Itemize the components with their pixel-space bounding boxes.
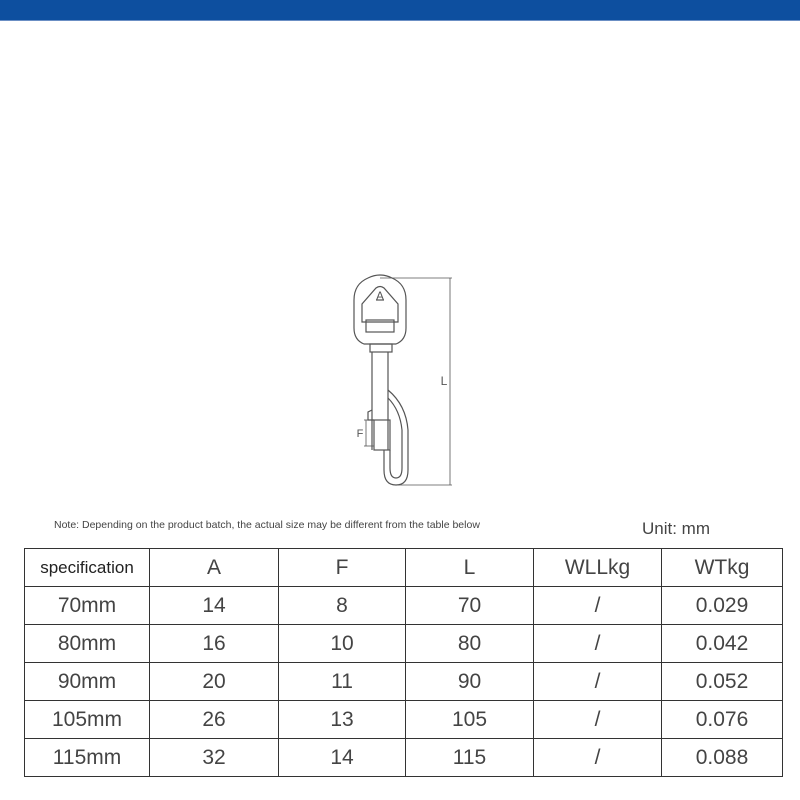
table-cell: 80 — [406, 625, 534, 663]
table-cell: / — [534, 625, 662, 663]
table-cell: 0.052 — [662, 663, 783, 701]
snap-hook-diagram — [340, 270, 470, 500]
header-cell: specification — [25, 549, 150, 587]
table-row — [25, 663, 783, 701]
header-cell: WTkg — [662, 549, 783, 587]
table-cell: 70 — [406, 587, 534, 625]
spec-table — [24, 548, 783, 777]
table-cell: 13 — [279, 701, 406, 739]
unit-label: Unit: mm — [642, 519, 710, 538]
table-row — [25, 587, 783, 625]
table-cell: / — [534, 739, 662, 777]
table-cell: 0.029 — [662, 587, 783, 625]
table-cell: 70mm — [25, 587, 150, 625]
table-cell: 32 — [150, 739, 279, 777]
table-row — [25, 625, 783, 663]
table-cell: 14 — [150, 587, 279, 625]
label-f: F — [356, 428, 364, 440]
header-bar — [0, 0, 800, 21]
table-row — [25, 739, 783, 777]
table-cell: 11 — [279, 663, 406, 701]
header-cell: WLLkg — [534, 549, 662, 587]
table-header-row — [25, 549, 783, 587]
label-a: A — [375, 289, 385, 303]
table-cell: 8 — [279, 587, 406, 625]
table-cell: 0.042 — [662, 625, 783, 663]
table-cell: 105 — [406, 701, 534, 739]
table-cell: 115 — [406, 739, 534, 777]
table-cell: 0.088 — [662, 739, 783, 777]
table-cell: 105mm — [25, 701, 150, 739]
header-cell: L — [406, 549, 534, 587]
label-l: L — [440, 374, 448, 388]
table-cell: / — [534, 701, 662, 739]
header-cell: A — [150, 549, 279, 587]
table-cell: 16 — [150, 625, 279, 663]
table-cell: 90 — [406, 663, 534, 701]
table-cell: 14 — [279, 739, 406, 777]
table-cell: / — [534, 587, 662, 625]
table-row — [25, 701, 783, 739]
table-cell: 115mm — [25, 739, 150, 777]
table-cell: 10 — [279, 625, 406, 663]
table-cell: 0.076 — [662, 701, 783, 739]
table-cell: 90mm — [25, 663, 150, 701]
header-cell: F — [279, 549, 406, 587]
table-cell: 80mm — [25, 625, 150, 663]
table-cell: / — [534, 663, 662, 701]
table-cell: 20 — [150, 663, 279, 701]
table-cell: 26 — [150, 701, 279, 739]
size-note: Note: Depending on the product batch, the actual size may be different from the table below — [54, 519, 480, 531]
